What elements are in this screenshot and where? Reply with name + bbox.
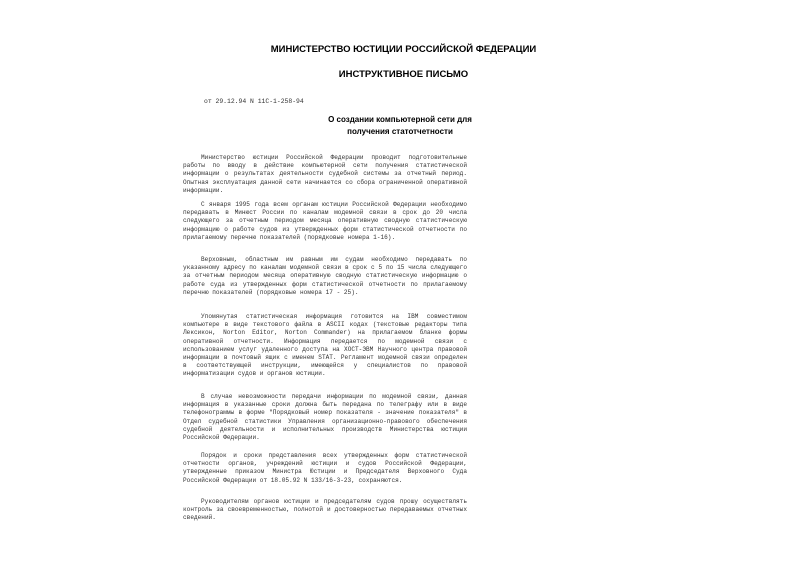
body-paragraph-7: Руководителям органов юстиции и председателям судов прошу осуществлять контроль за своевременностью, полнотой и достоверностью передаваемых отчетных сведений. (183, 498, 467, 522)
body-paragraph-1: Министерство юстиции Российской Федерации проводит подготовительные работы по вводу в действие компьютерной сети получения статистической информации о результатах деятельности судебной системы за отчетный период. Опытная эксплуатация данной сети начинается со сбора ограниченной оперативной информации. (183, 154, 467, 194)
document-reference: от 29.12.94 N 11С-1-258-94 (204, 98, 304, 105)
body-paragraph-4: Упомянутая статистическая информация готовится на IBM совместимом компьютере в виде текстового файла в ASCII кодах (текстовые редакторы типа Лексикон, Norton Editor, Norton Commander) на прилагаемом бланке формы оперативной отчетности. Информация передается по модемной связи с использованием услуг удаленного доступа на ХОСТ-ЭВМ Научного центра правовой информации в почтовый ящик с именем STAT. Регламент модемной связи определен в соответствующей инструкции, имеющейся у специалистов по правовой информатизации судов и органов юстиции. (183, 313, 467, 378)
body-paragraph-5: В случае невозможности передачи информации по модемной связи, данная информация в указанные сроки должна быть передана по телеграфу или в виде телефонограммы в форме "Порядковый номер показателя - значение показателя" в Отдел судебной статистики Управления организационно-правового обеспечения судебной деятельности и исполнительных производств Министерства юстиции Российской Федерации. (183, 393, 467, 442)
body-paragraph-3: Верховным, областным им равным им судам необходимо передавать по указанному адресу по каналам модемной связи в срок с 5 по 15 числа следующего за отчетным периодом месяца оперативную сводную статистическую информацию о работе суда из утвержденных форм статистической отчетности по прилагаемому перечню показателей (порядковые номера 17 - 25). (183, 256, 467, 296)
ministry-heading: МИНИСТЕРСТВО ЮСТИЦИИ РОССИЙСКОЙ ФЕДЕРАЦИИ (270, 44, 537, 55)
document-type-heading: ИНСТРУКТИВНОЕ ПИСЬМО (338, 69, 469, 80)
body-paragraph-2: С января 1995 года всем органам юстиции Российской Федерации необходимо передавать в Минюст России по каналам модемной связи в срок до 20 числа следующего за отчетным периодом месяца оперативную сводную статистическую информацию о работе судов из утвержденных форм статистической отчетности по прилагаемому перечню показателей (порядковые номера 1-16). (183, 201, 467, 241)
document-subject: О создании компьютерной сети для получения статотчетности (328, 115, 472, 136)
body-paragraph-6: Порядок и сроки представления всех утвержденных форм статистической отчетности органов, учреждений юстиции и судов Российской Федерации, утвержденные приказом Министра Юстиции и Председателя Верховного Суда Российской Федерации от 18.05.92 N 133/16-3-23, сохраняются. (183, 452, 467, 484)
